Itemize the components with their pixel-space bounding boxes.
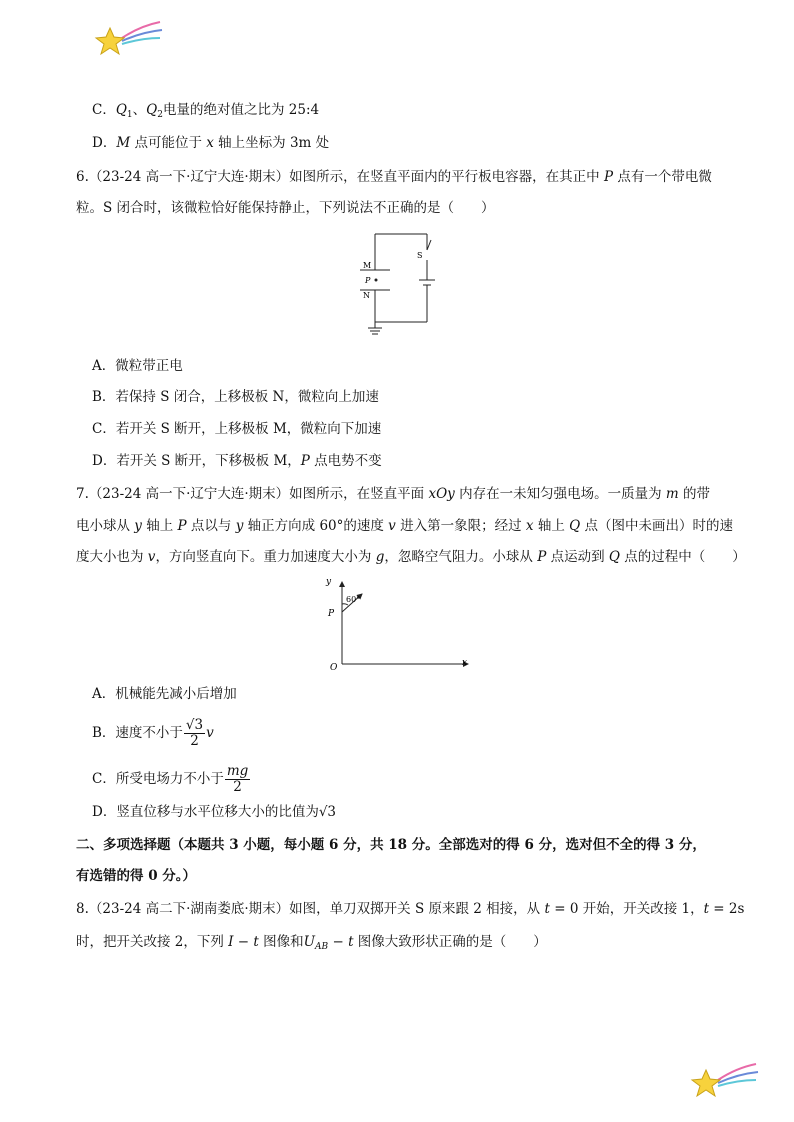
q7-coordinate-diagram: [320, 574, 476, 674]
q7-option-c: C．所受电场力不小于 $\frac{mg}{2}$: [92, 763, 249, 795]
q5-option-d: D．M 点可能位于 x 轴上坐标为 3m 处: [92, 135, 330, 151]
q6-option-b: B．若保持 S 闭合，上移极板 N，微粒向上加速: [92, 389, 379, 405]
q6-option-a: A．微粒带正电: [92, 358, 183, 374]
q6-option-c: C．若开关 S 断开，上移极板 M，微粒向下加速: [92, 421, 382, 437]
q6-label-s: S: [417, 251, 423, 260]
q7-option-a: A．机械能先减小后增加: [92, 686, 237, 702]
q6-capacitor-circuit-diagram: [355, 230, 440, 338]
q7-option-b: B．速度不小于 $\frac{√3}{2}$ v: [92, 717, 214, 749]
q7-option-d: D．竖直位移与水平位移大小的比值为√3: [92, 804, 337, 820]
star-logo-bottom-icon: [688, 1058, 760, 1100]
q6-label-p: P: [365, 276, 371, 285]
q7-axis-y-label: y: [326, 577, 332, 587]
q7-stem-line3: 度大小也为 v，方向竖直向下。重力加速度大小为 g，忽略空气阻力。小球从 P 点运动到 Q 点的过程中（ ）: [76, 549, 746, 565]
q6-label-n: N: [363, 291, 370, 300]
q7-angle-label: 60°: [346, 595, 361, 604]
q6-option-d: D．若开关 S 断开，下移极板 M，P 点电势不变: [92, 453, 382, 469]
q5-option-c: C．$Q_1$、$Q_2$电量的绝对值之比为 25:4: [92, 102, 320, 120]
q6-label-m: M: [363, 261, 372, 270]
q7-point-p-label: P: [328, 609, 335, 619]
q7-axis-x-label: x: [462, 658, 468, 668]
q7-origin-label: O: [330, 663, 338, 673]
section2-heading-line1: 二、多项选择题（本题共 3 小题，每小题 6 分，共 18 分。全部选对的得 6 分，选对但不全的得 3 分，: [76, 837, 706, 853]
q6-stem-line2: 粒。S 闭合时，该微粒恰好能保持静止，下列说法不正确的是（ ）: [76, 200, 495, 216]
q7-stem-line1: 7.（23-24 高一下·辽宁大连·期末）如图所示，在竖直平面 xOy 内存在一未知匀强电场。一质量为 m 的带: [76, 486, 710, 502]
q6-stem-line1: 6.（23-24 高一下·辽宁大连·期末）如图所示，在竖直平面内的平行板电容器，在其正中 P 点有一个带电微: [76, 169, 712, 185]
q8-stem-line1: 8.（23-24 高二下·湖南娄底·期末）如图，单刀双掷开关 S 原来跟 2 相接，从 t = 0 开始，开关改接 1，t = 2s: [76, 901, 745, 917]
section2-heading-line2: 有选错的得 0 分。）: [76, 868, 197, 884]
star-logo-top-icon: [92, 16, 164, 58]
q8-stem-line2: 时，把开关改接 2，下列 I − t 图像和$U_{AB} - t$ 图像大致形状正确的是（ ）: [76, 934, 547, 952]
q7-stem-line2: 电小球从 y 轴上 P 点以与 y 轴正方向成 60°的速度 v 进入第一象限；经过 x 轴上 Q 点（图中未画出）时的速: [76, 518, 733, 534]
